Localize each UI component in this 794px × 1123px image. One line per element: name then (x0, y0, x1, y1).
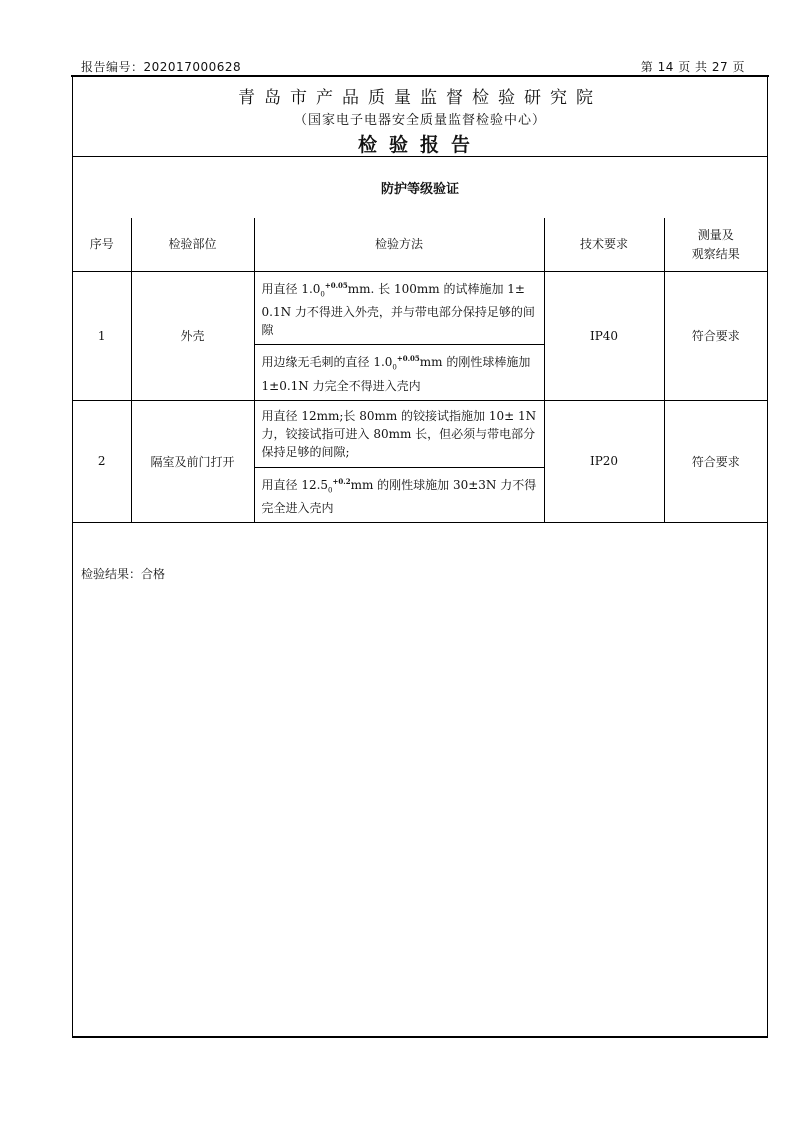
header-result-line2: 观察结果 (691, 246, 740, 261)
method-tolerance-lower: 0 (392, 363, 397, 372)
section-title: 防护等级验证 (380, 182, 459, 197)
page-current: 14 (657, 60, 674, 74)
report-frame (72, 76, 768, 1038)
method-text: 用直径 12mm;长 80mm 的铰接试指施加 10± 1N 力，铰接试指可进入 80mm 长，但必须与带电部分保持足够的间隙; (261, 408, 537, 459)
page-indicator (641, 58, 745, 75)
page-suffix: 页 (732, 60, 745, 74)
row-requirement: IP40 (544, 272, 664, 401)
page-prefix: 第 (640, 60, 654, 74)
method-text: 用直径 12.5 (261, 477, 329, 492)
page-total: 27 (711, 60, 729, 74)
institution-subtitle: （国家电子电器安全质量监督检验中心） (293, 113, 546, 128)
method-tolerance-upper: +0.05 (396, 354, 420, 364)
method-cell (254, 272, 544, 345)
row-requirement: IP20 (544, 400, 664, 522)
method-text-cont: mm 的刚性球棒施加 1±0.1N 力完全不得进入壳内 (261, 355, 531, 393)
report-number (81, 58, 241, 75)
inspection-table (73, 218, 767, 523)
header-part: 检验部位 (131, 218, 254, 272)
method-cell (254, 345, 544, 400)
row-part: 隔室及前门打开 (131, 400, 254, 522)
header-result (664, 218, 767, 272)
report-title: 检验报告 (357, 134, 482, 156)
method-text-cont: mm 的刚性球施加 30±3N 力不得完全进入壳内 (261, 477, 537, 516)
header-requirement: 技术要求 (544, 218, 664, 272)
conclusion-label: 检验结果： (81, 567, 142, 581)
method-tolerance-upper: +0.05 (324, 281, 348, 290)
header-result-line1: 测量及 (697, 227, 734, 242)
table-row (73, 272, 767, 345)
table-header-row (73, 218, 767, 272)
method-text-cont: mm. 长 100mm 的试棒施加 1± 0.1N 力不得进入外壳，并与带电部分保持足够的间隙 (261, 282, 535, 338)
method-tolerance-lower: 0 (328, 486, 333, 495)
header-no: 序号 (73, 218, 131, 272)
method-tolerance-lower: 0 (320, 290, 325, 299)
institution-name: 青岛市产品质量监督检验研究院 (238, 88, 602, 108)
row-no: 1 (73, 272, 131, 401)
conclusion-value: 合格 (141, 567, 166, 581)
inspection-conclusion (81, 565, 165, 582)
page-mid: 页 共 (678, 60, 708, 74)
row-result: 符合要求 (664, 272, 767, 401)
table-row (73, 400, 767, 467)
header-method: 检验方法 (254, 218, 544, 272)
method-text: 用直径 1.0 (261, 282, 321, 296)
method-text: 用边缘无毛刺的直径 1.0 (261, 355, 393, 370)
method-cell (254, 400, 544, 467)
report-number-label: 报告编号： (81, 60, 144, 74)
row-result: 符合要求 (664, 400, 767, 522)
method-tolerance-upper: +0.2 (332, 476, 351, 486)
divider (73, 156, 767, 157)
row-no: 2 (73, 400, 131, 522)
method-cell (254, 467, 544, 522)
report-number-value: 202017000628 (143, 60, 242, 74)
row-part: 外壳 (131, 272, 254, 401)
